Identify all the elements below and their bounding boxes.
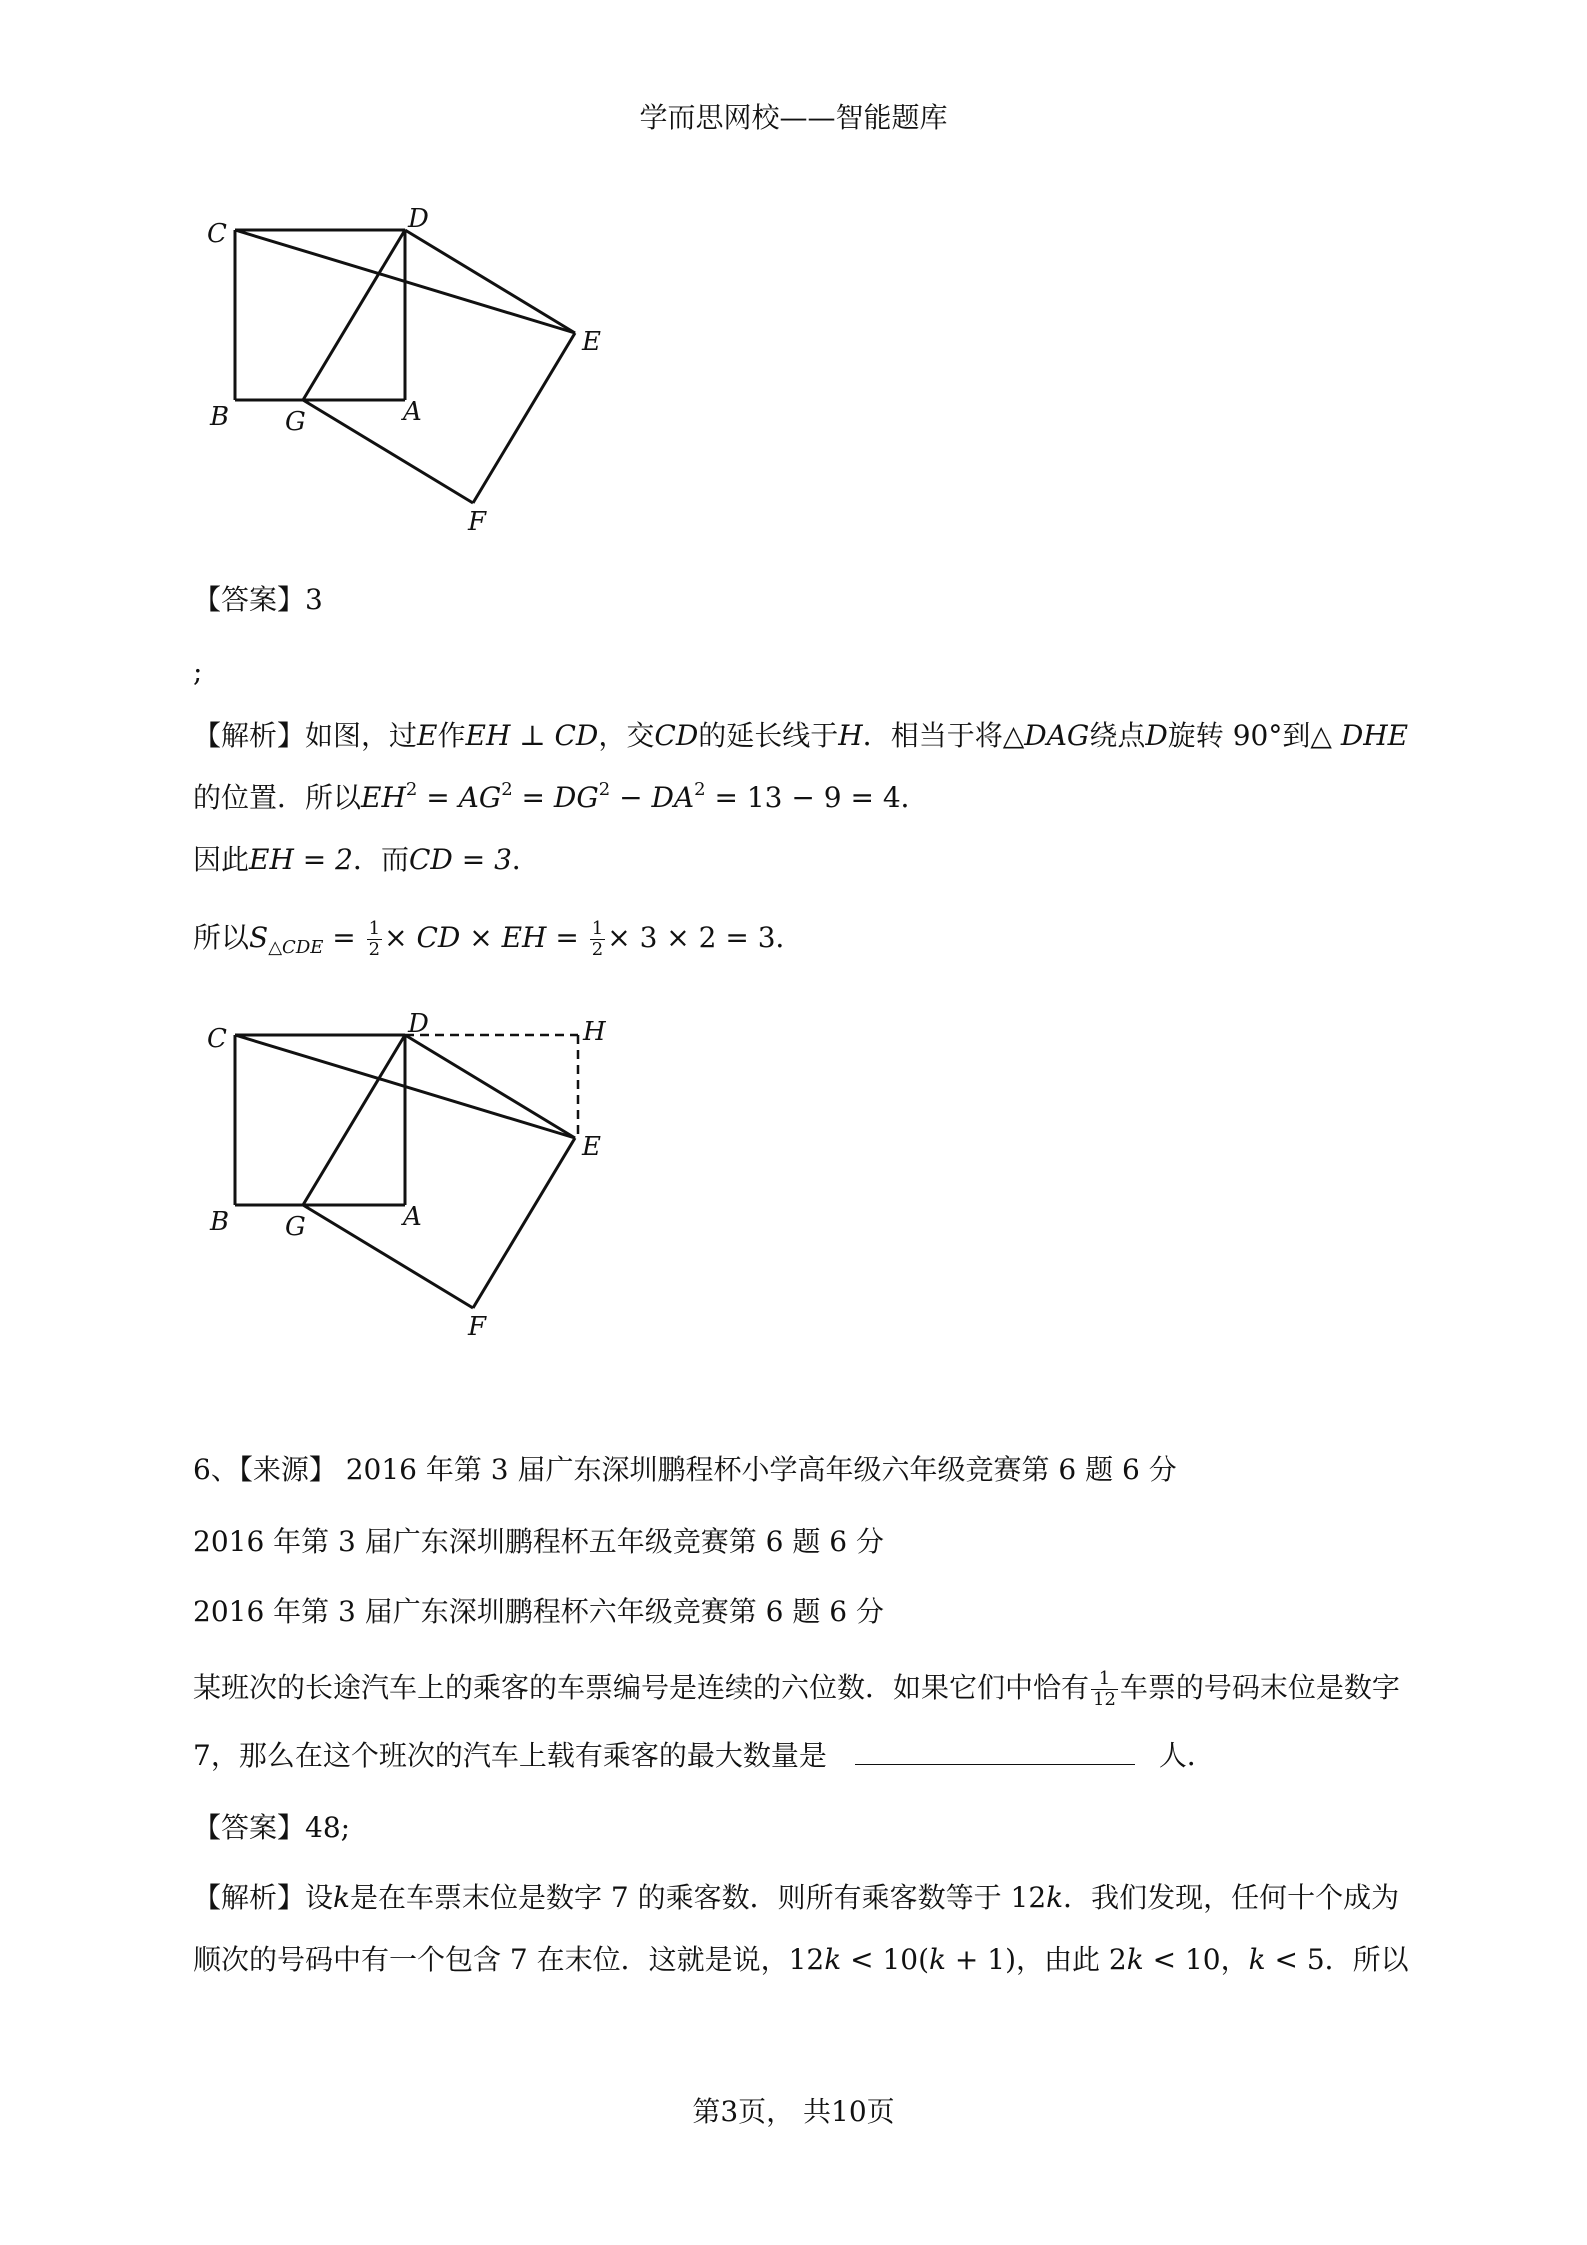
label-e: E	[582, 1132, 601, 1162]
label-c: C	[207, 219, 227, 249]
q6-source-2: 2016 年第 3 届广东深圳鹏程杯五年级竞赛第 6 题 6 分	[193, 1525, 885, 1558]
label-e: E	[582, 327, 601, 357]
fraction-half-2: $\frac{1}{2}$	[591, 918, 604, 960]
label-b: B	[210, 402, 230, 432]
label-c: C	[207, 1024, 227, 1054]
answer-line	[193, 580, 323, 620]
answer-blank	[855, 1738, 1135, 1765]
q6-analysis-2: 顺次的号码中有一个包含 7 在末位．这就是说，12k < 10(k + 1)，由此 2k < 10，k < 5．所以	[193, 1943, 1409, 1976]
fraction-half: $\frac{1}{2}$	[368, 918, 381, 960]
label-f: F	[468, 507, 487, 537]
label-d: D	[408, 204, 429, 234]
analysis-line-1: 【解析】如图，过E作EH ⊥ CD，交CD的延长线于H．相当于将△DAG绕点D旋转 90°到△ DHE	[193, 719, 1409, 752]
label-d: D	[408, 1009, 429, 1039]
label-h: H	[583, 1017, 606, 1047]
q6-source: 6、【来源】 2016 年第 3 届广东深圳鹏程杯小学高年级六年级竞赛第 6 题 6 分	[193, 1453, 1177, 1486]
analysis-line-3: 因此EH = 2．而CD = 3．	[193, 843, 540, 876]
label-b: B	[210, 1207, 230, 1237]
label-f: F	[468, 1312, 487, 1342]
answer-value: 3	[305, 583, 323, 616]
label-g: G	[285, 407, 306, 437]
q6-answer: 【答案】48;	[193, 1811, 351, 1844]
analysis-line-4: 所以$S_{\triangle CDE}$ = $\frac{1}{2}$ × CD × EH = $\frac{1}{2}$ × 3 × 2 = 3．	[193, 918, 804, 960]
q6-question-2: 7，那么在这个班次的汽车上载有乘客的最大数量是 人．	[193, 1739, 1215, 1772]
answer-label: 【答案】	[193, 583, 306, 616]
analysis-line-2: 的位置．所以$EH^2 = AG^2 = DG^2 - DA^2 = 13 - 9 = 4$．	[193, 779, 929, 814]
page-header: 学而思网校——智能题库	[639, 101, 948, 134]
label-g: G	[285, 1212, 306, 1242]
fraction-one-twelfth: $\frac{1}{12}$	[1093, 1668, 1116, 1710]
semicolon-line: ;	[193, 655, 203, 688]
page-footer: 第3页， 共10页	[692, 2095, 895, 2128]
q6-question-1: 某班次的长途汽车上的乘客的车票编号是连续的六位数．如果它们中恰有 $\frac{1}{12}$ 车票的号码末位是数字	[193, 1668, 1400, 1710]
q6-source-3: 2016 年第 3 届广东深圳鹏程杯六年级竞赛第 6 题 6 分	[193, 1595, 885, 1628]
q6-analysis-1: 【解析】设k是在车票末位是数字 7 的乘客数．则所有乘客数等于 12k．我们发现，任何十个成为	[193, 1881, 1400, 1914]
label-a: A	[403, 1202, 422, 1232]
label-a: A	[403, 397, 422, 427]
